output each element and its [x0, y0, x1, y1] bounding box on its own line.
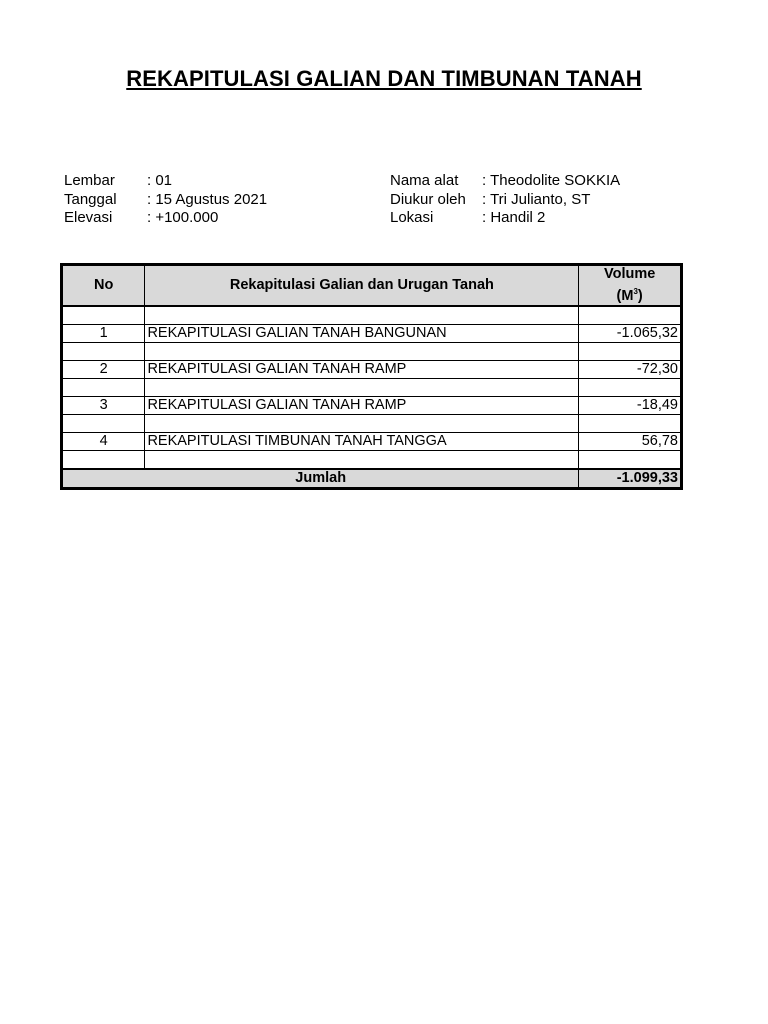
info-label: Diukur oleh [390, 190, 466, 208]
info-label: Nama alat [390, 172, 459, 189]
header-volume [579, 265, 682, 306]
info-value: : Handil 2 [482, 209, 546, 226]
header-no: No [62, 265, 145, 306]
row-no: 3 [62, 396, 145, 414]
page-title: REKAPITULASI GALIAN DAN TIMBUNAN TANAH [126, 66, 642, 91]
header-volume-label: Volume [604, 266, 656, 282]
total-label: Jumlah [62, 469, 579, 489]
row-no: 2 [62, 360, 145, 378]
row-no: 4 [62, 432, 145, 450]
info-value: : Theodolite SOKKIA [482, 172, 621, 189]
total-value: -1.099,33 [579, 469, 682, 489]
table-row [62, 396, 682, 414]
info-value: : 15 Agustus 2021 [147, 190, 268, 208]
info-row-tanggal [64, 191, 267, 210]
info-row-diukur-oleh [390, 191, 620, 210]
header-volume-unit: $(M^3)$ [616, 287, 643, 304]
table-row [62, 360, 682, 378]
table-row [62, 324, 682, 342]
info-row-nama-alat [390, 172, 620, 191]
recap-table [60, 263, 683, 490]
row-volume: -18,49 [579, 396, 682, 414]
info-row-lembar [64, 172, 267, 191]
row-volume: -72,30 [579, 360, 682, 378]
info-left [64, 172, 267, 228]
table-spacer-row [62, 342, 682, 360]
table-row [62, 432, 682, 450]
row-volume: 56,78 [579, 432, 682, 450]
table-spacer-row [62, 414, 682, 432]
info-label: Elevasi [64, 209, 113, 226]
info-right [390, 172, 620, 228]
row-volume: -1.065,32 [579, 324, 682, 342]
info-value: : Tri Julianto, ST [482, 190, 591, 208]
info-label: Tanggal [64, 190, 117, 208]
info-value: : 01 [147, 172, 173, 189]
table-spacer-row [62, 306, 682, 325]
table-total-row [62, 469, 682, 489]
table-spacer-row [62, 450, 682, 469]
info-value: : +100.000 [147, 209, 219, 226]
header-description: Rekapitulasi Galian dan Urugan Tanah [145, 265, 579, 306]
table-header-row [62, 265, 682, 306]
info-row-elevasi [64, 209, 267, 228]
info-row-lokasi [390, 209, 620, 228]
row-description: REKAPITULASI GALIAN TANAH BANGUNAN [145, 324, 579, 342]
info-label: Lembar [64, 172, 115, 189]
row-no: 1 [62, 324, 145, 342]
table-spacer-row [62, 378, 682, 396]
row-description: REKAPITULASI GALIAN TANAH RAMP [145, 396, 579, 414]
row-description: REKAPITULASI GALIAN TANAH RAMP [145, 360, 579, 378]
info-label: Lokasi [390, 209, 434, 226]
row-description: REKAPITULASI TIMBUNAN TANAH TANGGA [145, 432, 579, 450]
